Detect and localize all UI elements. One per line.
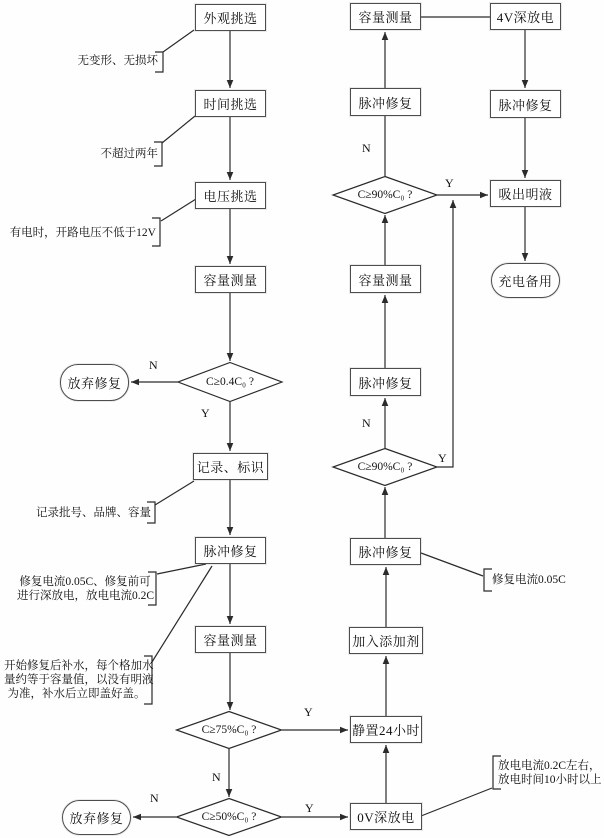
callout-line bbox=[163, 30, 194, 52]
process-pulse-repair-5: 脉冲修复 bbox=[490, 90, 561, 118]
branch-label: Y bbox=[445, 176, 454, 190]
decision-decision-c-50: C≥50%C₀ ? bbox=[201, 811, 257, 823]
arrowhead bbox=[522, 170, 529, 178]
note-discharge-line: 放电时间10小时以上 bbox=[498, 774, 602, 786]
branch-label: N bbox=[150, 791, 159, 805]
arrowhead bbox=[340, 727, 348, 734]
note-appearance bbox=[58, 54, 158, 68]
arrowhead bbox=[383, 567, 390, 575]
branch-label: N bbox=[212, 770, 221, 784]
process-deep-discharge-0v: 0V深放电 bbox=[350, 803, 422, 830]
process-capacity-measure-1: 容量测量 bbox=[195, 266, 266, 293]
decision-decision-c-90-lower: C≥90%C₀ ? bbox=[357, 461, 413, 473]
process-record-mark: 记录、标识 bbox=[193, 453, 268, 480]
callout-line bbox=[161, 199, 196, 221]
note-water-line: 量约等于容量值，以没有明液 bbox=[4, 674, 154, 686]
decision-decision-c-90-upper: C≥90%C₀ ? bbox=[357, 189, 413, 201]
arrowhead bbox=[227, 353, 234, 361]
note-voltage bbox=[8, 226, 156, 240]
process-capacity-measure-2: 容量测量 bbox=[195, 626, 266, 653]
branch-label: N bbox=[362, 141, 371, 155]
process-capacity-measure-4: 容量测量 bbox=[350, 3, 421, 30]
arrowhead bbox=[227, 443, 234, 451]
process-time-selection: 时间挑选 bbox=[195, 90, 266, 117]
arrowhead bbox=[480, 192, 488, 199]
note-record-line: 记录批号、品牌、容量 bbox=[36, 507, 151, 519]
note-pulse-right bbox=[492, 573, 597, 587]
process-capacity-measure-3: 容量测量 bbox=[350, 265, 421, 293]
note-age bbox=[58, 147, 158, 161]
decision-decision-c-04: C≥0.4C₀ ? bbox=[205, 376, 255, 388]
terminator-abandon-repair-1: 放弃修复 bbox=[60, 364, 129, 401]
arrowhead bbox=[227, 80, 234, 88]
branch-label: N bbox=[362, 416, 371, 430]
note-water-line: 为准，补水后立即盖好盖。 bbox=[7, 688, 146, 700]
branch-label: Y bbox=[305, 801, 314, 815]
arrowhead bbox=[227, 256, 234, 264]
note-pulse-right-line: 修复电流0.05C bbox=[492, 574, 566, 586]
arrowhead bbox=[383, 656, 390, 664]
arrowhead bbox=[382, 398, 389, 406]
arrowhead bbox=[382, 295, 389, 303]
process-deep-discharge-4v: 4V深放电 bbox=[490, 3, 561, 30]
note-pulse-left-line: 进行深放电，放电电流0.2C bbox=[17, 590, 155, 602]
terminator-charge-standby: 充电备用 bbox=[491, 263, 560, 298]
arrowhead bbox=[227, 702, 234, 710]
arrowhead bbox=[340, 814, 348, 821]
note-water bbox=[4, 659, 154, 701]
arrowhead bbox=[226, 789, 233, 797]
note-discharge bbox=[498, 759, 602, 787]
branch-label: N bbox=[149, 358, 158, 372]
arrowhead bbox=[227, 527, 234, 535]
flow-edge bbox=[437, 200, 453, 467]
note-pulse-left-line: 修复电流0.05C、修复前可 bbox=[19, 576, 151, 588]
note-record bbox=[34, 506, 151, 520]
arrowhead bbox=[382, 215, 389, 223]
branch-label: Y bbox=[438, 451, 447, 465]
process-visual-inspection: 外观挑选 bbox=[195, 4, 266, 31]
decision-decision-c-75: C≥75%C₀ ? bbox=[201, 724, 257, 736]
callout-line bbox=[421, 553, 483, 576]
process-pulse-repair-4: 脉冲修复 bbox=[350, 88, 421, 116]
process-pulse-repair-1: 脉冲修复 bbox=[195, 537, 266, 564]
note-voltage-line: 有电时，开路电压不低于12V bbox=[9, 227, 156, 239]
process-voltage-selection: 电压挑选 bbox=[195, 182, 266, 209]
arrowhead bbox=[382, 487, 389, 495]
note-water-line: 开始修复后补水，每个格加水 bbox=[4, 660, 154, 672]
terminator-abandon-repair-2: 放弃修复 bbox=[62, 800, 131, 835]
callout-line bbox=[155, 481, 194, 505]
process-pulse-repair-3: 脉冲修复 bbox=[350, 368, 421, 396]
callout-line bbox=[162, 116, 195, 143]
note-age-line: 不超过两年 bbox=[100, 148, 158, 160]
arrowhead bbox=[522, 80, 529, 88]
process-suck-out-liquid: 吸出明液 bbox=[490, 180, 561, 207]
process-pulse-repair-2: 脉冲修复 bbox=[350, 538, 421, 565]
note-bracket bbox=[484, 569, 492, 591]
arrowhead bbox=[382, 32, 389, 40]
process-add-additive: 加入添加剂 bbox=[349, 627, 423, 654]
arrowhead bbox=[383, 745, 390, 753]
arrowhead bbox=[227, 616, 234, 624]
branch-label: Y bbox=[304, 705, 313, 719]
arrowhead bbox=[131, 379, 139, 386]
arrowhead bbox=[450, 200, 457, 208]
branch-label: Y bbox=[201, 406, 210, 420]
callout-line bbox=[421, 788, 492, 816]
note-discharge-line: 放电电流0.2C左右， bbox=[498, 760, 601, 772]
callout-line bbox=[157, 564, 206, 574]
arrowhead bbox=[227, 172, 234, 180]
arrowhead bbox=[133, 814, 141, 821]
arrowhead bbox=[522, 253, 529, 261]
note-pulse-left bbox=[17, 575, 153, 603]
note-appearance-line: 无变形、无损坏 bbox=[77, 55, 158, 67]
process-rest-24h: 静置24小时 bbox=[350, 716, 422, 743]
